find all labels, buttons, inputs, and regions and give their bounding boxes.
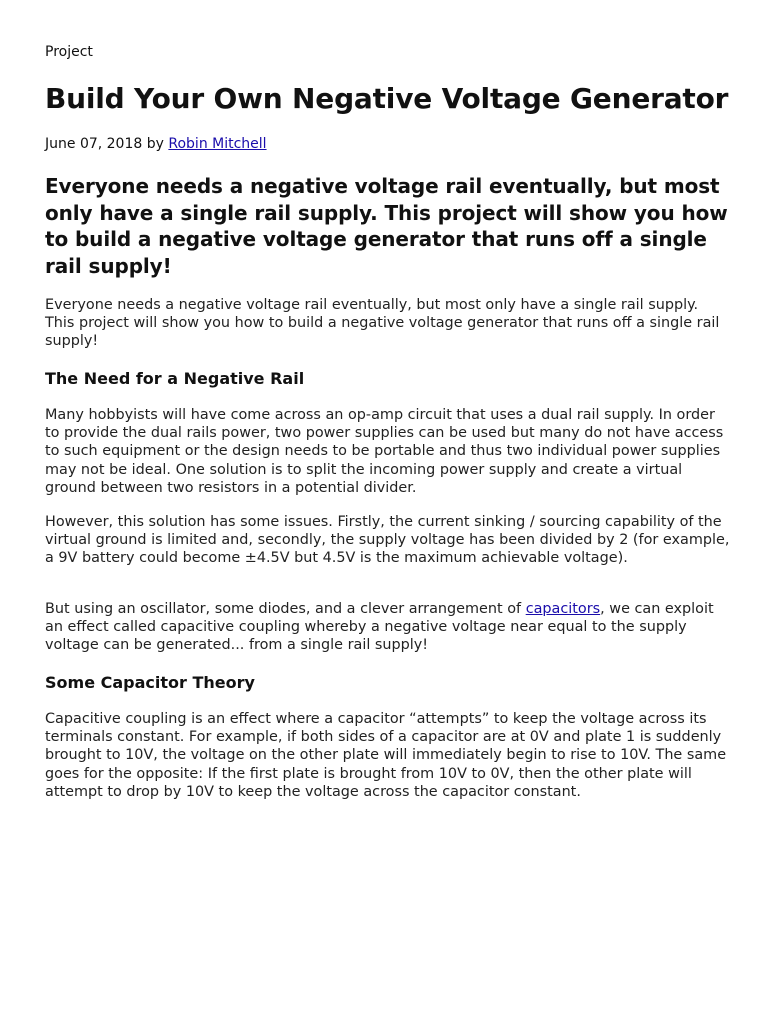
section-heading-capacitor-theory: Some Capacitor Theory [45, 673, 255, 692]
section-heading-negative-rail: The Need for a Negative Rail [45, 369, 305, 388]
paragraph-oscillator-start: But using an oscillator, some diodes, and a clever arrangement of [45, 601, 526, 617]
paragraph-hobbyists: Many hobbyists will have come across an op-amp circuit that uses a dual rail supply. In order to provide the dual rails power, two power supplies can be used but many do not have access to such equipment or the design needs to be portable and thus two individual power supplies may not be ideal. One solution is to split the incoming power supply and create a virtual ground between two resistors in a potential divider. [45, 407, 724, 496]
author-link[interactable]: Robin Mitchell [168, 136, 267, 152]
byline-by: by [146, 136, 164, 152]
article-lede: Everyone needs a negative voltage rail eventually, but most only have a single rail supply. This project will show you how to build a negative voltage generator that runs off a single rail supply! [45, 174, 728, 279]
article-title: Build Your Own Negative Voltage Generator [45, 82, 729, 115]
article-byline [45, 135, 267, 153]
article-date: June 07, 2018 [45, 136, 143, 152]
paragraph-oscillator [45, 600, 730, 655]
article-category[interactable]: Project [45, 44, 93, 60]
intro-paragraph: Everyone needs a negative voltage rail eventually, but most only have a single rail supply. This project will show you how to build a negative voltage generator that runs off a single rail supply! [45, 297, 720, 350]
capacitors-link[interactable]: capacitors [525, 601, 601, 617]
paragraph-capacitive-coupling: Capacitive coupling is an effect where a capacitor “attempts” to keep the voltage across its terminals constant. For example, if both sides of a capacitor are at 0V and plate 1 is suddenly brought to 10V, the voltage on the other plate will immediately begin to rise to 10V. The same goes for the opposite: If the first plate is brought from 10V to 0V, then the other plate will attempt to drop by 10V to keep the voltage across the capacitor constant. [45, 711, 727, 800]
paragraph-issues: However, this solution has some issues. Firstly, the current sinking / sourcing capability of the virtual ground is limited and, secondly, the supply voltage has been divided by 2 (for example, a 9V battery could become ±4.5V but 4.5V is the maximum achievable voltage). [45, 514, 730, 567]
paragraph-oscillator-end: , we can exploit an effect called capacitive coupling whereby a negative voltage near equal to the supply voltage can be generated... from a single rail supply! [45, 601, 714, 654]
